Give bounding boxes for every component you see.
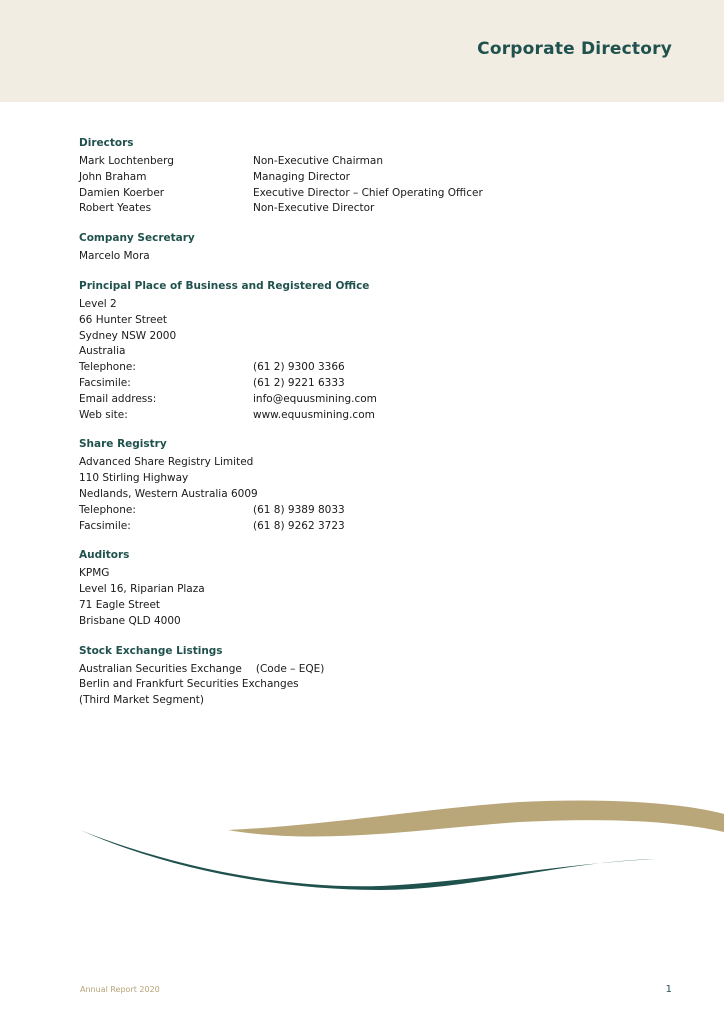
director-role: Executive Director – Chief Operating Officer bbox=[253, 186, 483, 199]
principal-office-section bbox=[79, 279, 679, 423]
listing-other: Berlin and Frankfurt Securities Exchanges bbox=[79, 678, 299, 691]
stock-exchange-section bbox=[79, 644, 679, 709]
director-name: Mark Lochtenberg bbox=[79, 155, 174, 167]
wave-decoration bbox=[0, 790, 724, 900]
contact-label: Telephone: bbox=[79, 503, 136, 516]
director-row bbox=[79, 201, 679, 217]
contact-row-telephone bbox=[79, 503, 679, 519]
contact-row-email bbox=[79, 392, 679, 408]
address-line: Advanced Share Registry Limited bbox=[79, 456, 254, 469]
director-name: Robert Yeates bbox=[79, 202, 152, 215]
website: www.equusmining.com bbox=[253, 408, 375, 421]
auditors-section bbox=[79, 548, 679, 629]
contact-row-facsimile bbox=[79, 376, 679, 392]
director-role: Managing Director bbox=[253, 170, 351, 183]
contact-value: (61 8) 9262 3723 bbox=[253, 519, 345, 532]
director-row bbox=[79, 186, 679, 202]
share-registry-section bbox=[79, 437, 679, 534]
address-line: 71 Eagle Street bbox=[79, 598, 161, 611]
page-number: 1 bbox=[665, 984, 672, 995]
email-address: info@equusmining.com bbox=[253, 392, 377, 405]
contact-value: (61 2) 9300 3366 bbox=[253, 361, 345, 374]
footer-report-label: Annual Report 2020 bbox=[80, 985, 160, 994]
stock-exchange-heading: Stock Exchange Listings bbox=[79, 644, 223, 657]
contact-row-telephone bbox=[79, 360, 679, 376]
address-line: 110 Stirling Highway bbox=[79, 472, 189, 485]
wave-gold bbox=[228, 801, 724, 837]
wave-green bbox=[80, 830, 655, 890]
address-line: Nedlands, Western Australia 6009 bbox=[79, 487, 258, 500]
contact-row-website bbox=[79, 408, 679, 424]
director-role: Non-Executive Chairman bbox=[253, 155, 383, 167]
address-line: Australia bbox=[79, 345, 126, 358]
director-row bbox=[79, 170, 679, 186]
contact-row-facsimile bbox=[79, 519, 679, 535]
contact-label: Telephone: bbox=[79, 361, 136, 374]
address-line: Level 16, Riparian Plaza bbox=[79, 583, 205, 596]
director-name: John Braham bbox=[79, 170, 147, 183]
directory-content bbox=[79, 136, 679, 723]
contact-label: Web site: bbox=[79, 408, 128, 421]
contact-value: (61 8) 9389 8033 bbox=[253, 503, 345, 516]
listing-segment: (Third Market Segment) bbox=[79, 694, 204, 707]
director-role: Non-Executive Director bbox=[253, 202, 375, 215]
contact-label: Facsimile: bbox=[79, 519, 131, 532]
listing-primary bbox=[79, 662, 679, 678]
address-line: KPMG bbox=[79, 567, 110, 580]
share-registry-heading: Share Registry bbox=[79, 438, 167, 451]
page-title: Corporate Directory bbox=[477, 39, 672, 59]
director-row bbox=[79, 154, 679, 170]
address-line: 66 Hunter Street bbox=[79, 313, 168, 326]
contact-label: Email address: bbox=[79, 392, 157, 405]
principal-office-heading: Principal Place of Business and Registered Office bbox=[79, 279, 370, 292]
company-secretary-heading: Company Secretary bbox=[79, 232, 195, 245]
directors-heading: Directors bbox=[79, 137, 134, 149]
address-line: Level 2 bbox=[79, 297, 117, 310]
company-secretary-section bbox=[79, 231, 679, 265]
contact-label: Facsimile: bbox=[79, 376, 131, 389]
director-name: Damien Koerber bbox=[79, 186, 165, 199]
exchange-code: (Code – EQE) bbox=[255, 662, 325, 675]
company-secretary-name: Marcelo Mora bbox=[79, 250, 150, 263]
address-line: Sydney NSW 2000 bbox=[79, 329, 177, 342]
address-line: Brisbane QLD 4000 bbox=[79, 614, 181, 627]
contact-value: (61 2) 9221 6333 bbox=[253, 376, 345, 389]
auditors-heading: Auditors bbox=[79, 549, 130, 562]
directors-section bbox=[79, 136, 679, 217]
exchange-name: Australian Securities Exchange bbox=[79, 662, 242, 675]
